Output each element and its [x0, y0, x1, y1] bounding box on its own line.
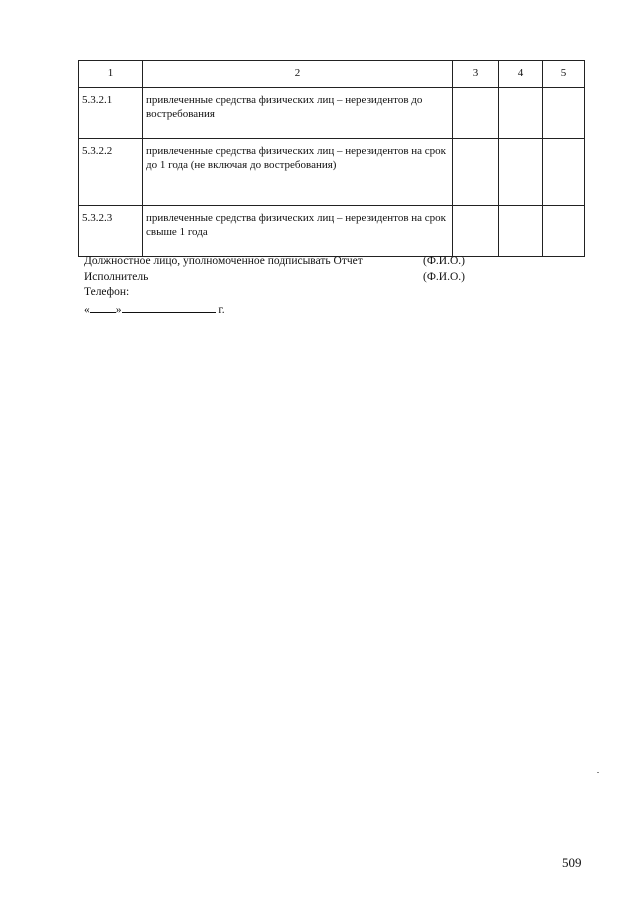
phone-label: Телефон: — [84, 286, 130, 298]
row-value-col4 — [499, 206, 543, 257]
date-year-suffix: г. — [215, 303, 225, 316]
table-header-row — [79, 61, 585, 88]
table-row — [79, 139, 585, 206]
row-name: привлеченные средства физических лиц – нерезидентов до востребования — [143, 88, 453, 139]
column-header: 3 — [453, 61, 499, 88]
executor-signature-line — [84, 270, 504, 286]
column-header: 4 — [499, 61, 543, 88]
date-line — [84, 301, 504, 317]
row-name: привлеченные средства физических лиц – нерезидентов на срок до 1 года (не включая до востребования) — [143, 139, 453, 206]
official-fio: (Ф.И.О.) — [423, 255, 465, 267]
phone-line — [84, 285, 504, 301]
row-value-col5 — [543, 88, 585, 139]
column-header: 1 — [79, 61, 143, 88]
row-code: 5.3.2.3 — [79, 206, 143, 257]
row-value-col4 — [499, 139, 543, 206]
scan-speck — [597, 772, 599, 773]
row-value-col3 — [453, 139, 499, 206]
row-value-col4 — [499, 88, 543, 139]
column-header: 5 — [543, 61, 585, 88]
executor-fio: (Ф.И.О.) — [423, 270, 465, 283]
report-table — [78, 60, 585, 257]
row-code: 5.3.2.2 — [79, 139, 143, 206]
row-value-col3 — [453, 206, 499, 257]
executor-label: Исполнитель — [84, 270, 149, 283]
row-value-col5 — [543, 206, 585, 257]
table-row — [79, 206, 585, 257]
official-signature-line — [84, 254, 504, 270]
date-day-blank — [90, 301, 116, 313]
official-label: Должностное лицо, уполномоченное подписывать Отчет — [84, 255, 363, 267]
page-number: 509 — [562, 855, 582, 870]
row-code: 5.3.2.1 — [79, 88, 143, 139]
row-value-col5 — [543, 139, 585, 206]
table-row — [79, 88, 585, 139]
column-header: 2 — [143, 61, 453, 88]
row-value-col3 — [453, 88, 499, 139]
date-open-quote: « — [84, 303, 90, 316]
row-name: привлеченные средства физических лиц – нерезидентов на срок свыше 1 года — [143, 206, 453, 257]
date-month-blank — [122, 301, 216, 313]
date-close-quote: » — [115, 303, 122, 316]
signature-block — [84, 254, 504, 316]
